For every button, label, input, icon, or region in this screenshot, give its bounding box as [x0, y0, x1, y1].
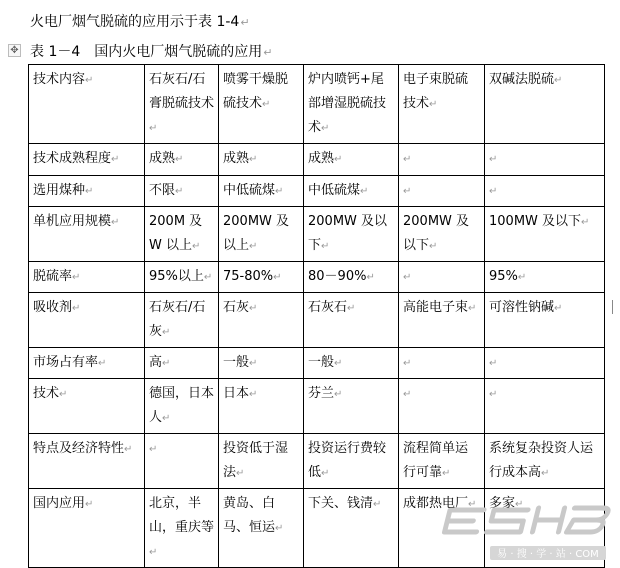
cell-text: 一般 [223, 355, 250, 370]
table-cell[interactable] [485, 348, 605, 379]
table-row [29, 348, 605, 379]
table-cell[interactable] [399, 348, 485, 379]
cell-text: 100MW 及以下 [489, 214, 582, 229]
table-cell[interactable] [145, 262, 219, 293]
table-cell[interactable] [485, 176, 605, 207]
paragraph-mark-icon: ↵ [85, 186, 94, 197]
row-label-cell[interactable] [29, 262, 145, 293]
table-cell[interactable] [219, 293, 304, 348]
paragraph-mark-icon: ↵ [249, 241, 258, 252]
row-label-cell[interactable] [29, 434, 145, 489]
paragraph-mark-icon: ↵ [429, 99, 438, 110]
cell-text: 北京，半山，重庆等 [149, 496, 215, 535]
paragraph-mark-icon: ↵ [149, 444, 158, 455]
paragraph-mark-icon: ↵ [403, 358, 412, 369]
cell-text: 投资低于湿法 [223, 441, 289, 480]
table-header-cell[interactable] [485, 65, 605, 144]
table-cell[interactable] [399, 144, 485, 176]
paragraph-mark-icon: ↵ [366, 272, 375, 283]
paragraph-mark-icon: ↵ [489, 358, 498, 369]
table-caption [30, 42, 272, 63]
table-cell[interactable] [145, 348, 219, 379]
watermark-logo [430, 502, 612, 564]
table-cell[interactable] [219, 348, 304, 379]
cell-text: 特点及经济特性 [33, 441, 125, 456]
cell-text: 200M 及 W 以上 [149, 214, 203, 253]
table-cell[interactable] [304, 293, 399, 348]
paragraph-mark-icon: ↵ [442, 468, 451, 479]
paragraph-mark-icon: ↵ [249, 389, 258, 400]
cell-text: 成熟 [149, 151, 176, 166]
cell-text: 黄岛、白马、恒运 [223, 496, 276, 535]
table-cell[interactable] [145, 144, 219, 176]
table-cell[interactable] [145, 379, 219, 434]
paragraph-mark-icon: ↵ [489, 186, 498, 197]
paragraph-mark-icon: ↵ [85, 75, 94, 86]
cell-text: 成都热电厂 [403, 496, 469, 511]
table-row [29, 379, 605, 434]
cell-text: 中低硫煤 [308, 183, 361, 198]
paragraph-mark-icon: ↵ [334, 154, 343, 165]
cell-text: 技术 [33, 386, 60, 401]
paragraph-mark-icon: ↵ [59, 389, 68, 400]
cell-text: 技术内容 [33, 72, 86, 87]
paragraph-mark-icon: ↵ [111, 154, 120, 165]
paragraph-mark-icon: ↵ [240, 16, 250, 29]
table-cell[interactable] [304, 262, 399, 293]
intro-paragraph [30, 12, 250, 33]
cell-text: 日本 [223, 386, 250, 401]
cell-text: 多家 [489, 496, 516, 511]
table-cell[interactable] [219, 262, 304, 293]
table-cell[interactable] [304, 489, 399, 568]
cell-text: 95%以上 [149, 269, 204, 284]
table-row [29, 262, 605, 293]
table-cell[interactable] [219, 176, 304, 207]
table-cell[interactable] [145, 207, 219, 262]
cell-text: 95% [489, 269, 518, 284]
paragraph-mark-icon: ↵ [98, 358, 107, 369]
cell-text: 系统复杂投资人运行成本高 [489, 441, 594, 480]
paragraph-mark-icon: ↵ [275, 186, 284, 197]
cell-text: 200MW 及以下 [403, 214, 470, 253]
paragraph-mark-icon: ↵ [249, 358, 258, 369]
paragraph-mark-icon: ↵ [273, 272, 282, 283]
paragraph-mark-icon: ↵ [347, 303, 356, 314]
cell-text: 高能电子束 [403, 300, 469, 315]
cell-text: 200MW 及以下 [308, 214, 388, 253]
table-cell[interactable] [399, 262, 485, 293]
table-move-handle-icon[interactable]: ✥ [8, 44, 21, 57]
table-header-cell[interactable] [399, 65, 485, 144]
cell-text: 中低硫煤 [223, 183, 276, 198]
paragraph-mark-icon: ↵ [489, 389, 498, 400]
paragraph-mark-icon: ↵ [72, 272, 81, 283]
table-cell[interactable] [219, 207, 304, 262]
table-cell[interactable] [304, 144, 399, 176]
table-row [29, 293, 605, 348]
cell-text: 芬兰 [308, 386, 335, 401]
paragraph-mark-icon: ↵ [334, 389, 343, 400]
paragraph-mark-icon: ↵ [554, 75, 563, 86]
table-cell[interactable] [304, 348, 399, 379]
cell-text: 市场占有率 [33, 355, 99, 370]
row-label-cell[interactable] [29, 176, 145, 207]
paragraph-mark-icon: ↵ [468, 303, 477, 314]
paragraph-mark-icon: ↵ [192, 241, 201, 252]
table-cell[interactable] [145, 434, 219, 489]
paragraph-mark-icon: ↵ [263, 46, 273, 59]
cell-text: 石灰 [223, 300, 250, 315]
cell-text: 80－90% [308, 269, 367, 284]
table-row [29, 434, 605, 489]
table-cell[interactable] [304, 176, 399, 207]
paragraph-mark-icon: ↵ [262, 99, 271, 110]
table-header-cell[interactable] [29, 65, 145, 144]
paragraph-mark-icon: ↵ [429, 241, 438, 252]
cell-text: 可溶性钠碱 [489, 300, 555, 315]
row-label-cell[interactable] [29, 348, 145, 379]
table-header-cell[interactable] [145, 65, 219, 144]
table-row [29, 176, 605, 207]
table-header-cell[interactable] [219, 65, 304, 144]
row-label-cell[interactable] [29, 207, 145, 262]
paragraph-mark-icon: ↵ [468, 499, 477, 510]
cell-text: 高 [149, 355, 163, 370]
paragraph-mark-icon: ↵ [403, 186, 412, 197]
paragraph-mark-icon: ↵ [541, 468, 550, 479]
row-label-cell[interactable] [29, 379, 145, 434]
paragraph-mark-icon: ↵ [321, 123, 330, 134]
table-cell[interactable] [399, 379, 485, 434]
table-cell[interactable] [399, 176, 485, 207]
cell-text: 喷雾干燥脱硫技术 [223, 72, 289, 111]
paragraph-mark-icon: ↵ [149, 547, 158, 558]
cell-text: 200MW 及以上 [223, 214, 290, 253]
selection-marker [612, 300, 620, 314]
paragraph-mark-icon: ↵ [275, 523, 284, 534]
cell-text: 选用煤种 [33, 183, 86, 198]
cell-text: 德国，日本人 [149, 386, 215, 425]
cell-text: 下关、钱清 [308, 496, 374, 511]
paragraph-mark-icon: ↵ [373, 499, 382, 510]
caption-text: 表 1－4 国内火电厂烟气脱硫的应用 [30, 44, 263, 60]
paragraph-mark-icon: ↵ [175, 186, 184, 197]
cell-text: 国内应用 [33, 496, 86, 511]
cell-text: 脱硫率 [33, 269, 73, 284]
paragraph-mark-icon: ↵ [321, 241, 330, 252]
watermark-tagline: 易 · 搜 · 学 · 站 · COM [497, 549, 599, 560]
cell-text: 一般 [308, 355, 335, 370]
paragraph-mark-icon: ↵ [85, 499, 94, 510]
table-cell[interactable] [399, 207, 485, 262]
cell-text: 电子束脱硫技术 [403, 72, 469, 111]
paragraph-mark-icon: ↵ [554, 303, 563, 314]
cell-text: 单机应用规模 [33, 214, 112, 229]
paragraph-mark-icon: ↵ [515, 499, 524, 510]
paragraph-mark-icon: ↵ [334, 358, 343, 369]
desulfurization-table[interactable] [28, 64, 605, 568]
paragraph-mark-icon: ↵ [403, 272, 412, 283]
paragraph-mark-icon: ↵ [489, 154, 498, 165]
table-cell[interactable] [304, 434, 399, 489]
paragraph-mark-icon: ↵ [175, 154, 184, 165]
table-cell[interactable] [219, 144, 304, 176]
paragraph-mark-icon: ↵ [236, 468, 245, 479]
paragraph-mark-icon: ↵ [321, 468, 330, 479]
table-cell[interactable] [485, 144, 605, 176]
cell-text: 石灰石 [308, 300, 348, 315]
row-label-cell[interactable] [29, 144, 145, 176]
intro-text: 火电厂烟气脱硫的应用示于表 1-4 [30, 14, 240, 30]
paragraph-mark-icon: ↵ [162, 358, 171, 369]
cell-text: 成熟 [308, 151, 335, 166]
paragraph-mark-icon: ↵ [403, 389, 412, 400]
cell-text: 石灰石/石灰 [149, 300, 206, 339]
table-cell[interactable] [485, 262, 605, 293]
watermark-logo-icon [430, 502, 612, 564]
paragraph-mark-icon: ↵ [581, 217, 590, 228]
table-header-cell[interactable] [304, 65, 399, 144]
table-cell[interactable] [399, 293, 485, 348]
table-cell[interactable] [485, 293, 605, 348]
paragraph-mark-icon: ↵ [111, 217, 120, 228]
table-cell[interactable] [219, 379, 304, 434]
cell-text: 成熟 [223, 151, 250, 166]
paragraph-mark-icon: ↵ [162, 327, 171, 338]
cell-text: 不限 [149, 183, 176, 198]
cell-text: 流程简单运行可靠 [403, 441, 469, 480]
table-row [29, 207, 605, 262]
cell-text: 技术成熟程度 [33, 151, 112, 166]
paragraph-mark-icon: ↵ [517, 272, 527, 283]
table-cell[interactable] [145, 293, 219, 348]
paragraph-mark-icon: ↵ [124, 444, 133, 455]
table-row [29, 144, 605, 176]
table-cell[interactable] [219, 434, 304, 489]
row-label-cell[interactable] [29, 489, 145, 568]
table-cell[interactable] [304, 379, 399, 434]
table-row [29, 65, 605, 144]
paragraph-mark-icon: ↵ [149, 123, 158, 134]
table-cell[interactable] [485, 434, 605, 489]
cell-text: 投资运行费较低 [308, 441, 387, 480]
cell-text: 吸收剂 [33, 300, 73, 315]
paragraph-mark-icon: ↵ [203, 272, 213, 283]
cell-text: 炉内喷钙+尾部增湿脱硫技术 [308, 72, 387, 135]
table-cell[interactable] [145, 176, 219, 207]
table-cell[interactable] [219, 489, 304, 568]
table-cell[interactable] [485, 207, 605, 262]
paragraph-mark-icon: ↵ [249, 154, 258, 165]
paragraph-mark-icon: ↵ [360, 186, 369, 197]
cell-text: 石灰石/石膏脱硫技术 [149, 72, 215, 111]
paragraph-mark-icon: ↵ [72, 303, 81, 314]
cell-text: 75-80% [223, 269, 274, 284]
table-cell[interactable] [399, 434, 485, 489]
table-cell[interactable] [485, 379, 605, 434]
row-label-cell[interactable] [29, 293, 145, 348]
paragraph-mark-icon: ↵ [403, 154, 412, 165]
table-cell[interactable] [304, 207, 399, 262]
paragraph-mark-icon: ↵ [162, 413, 171, 424]
cell-text: 双碱法脱硫 [489, 72, 555, 87]
paragraph-mark-icon: ↵ [249, 303, 258, 314]
table-cell[interactable] [145, 489, 219, 568]
